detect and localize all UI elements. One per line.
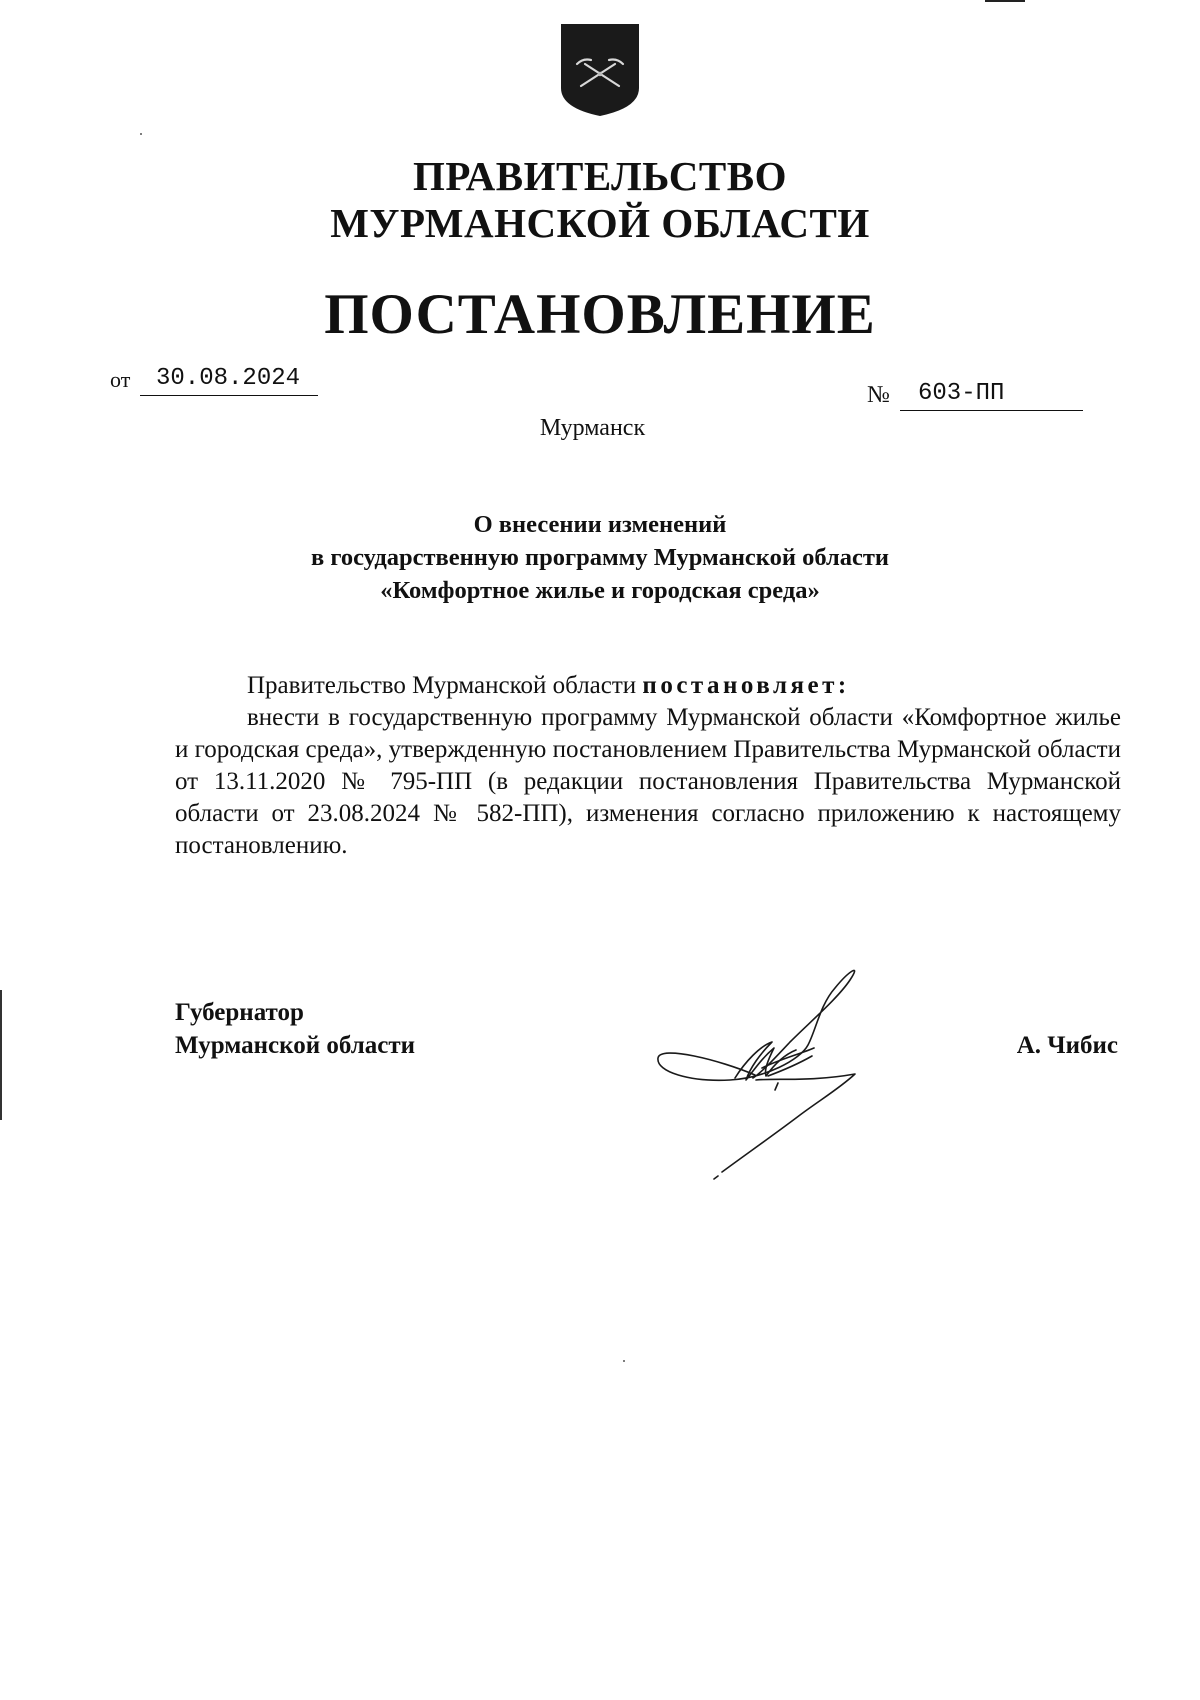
subject-line-3: «Комфортное жилье и городская среда» [380, 577, 820, 604]
handwritten-signature [650, 950, 890, 1180]
scan-speck [140, 133, 142, 135]
signatory-name: А. Чибис [1016, 1032, 1118, 1059]
scan-artifact-top [985, 0, 1025, 2]
signatory-title-line-1: Губернатор [175, 999, 304, 1026]
document-number: 603-ПП [900, 378, 1083, 411]
scan-speck [623, 1360, 625, 1362]
subject-line-2: в государственную программу Мурманской области [311, 544, 889, 571]
document-type-title: ПОСТАНОВЛЕНИЕ [324, 283, 876, 346]
coat-of-arms-icon [557, 22, 643, 118]
signatory-title-line-2: Мурманской области [175, 1032, 416, 1059]
subject-line-1: О внесении изменений [473, 511, 727, 538]
number-label: № [867, 382, 890, 408]
resolution-text: внести в государственную программу Мурманской области «Комфортное жилье и городская среда», утвержденную постановлением Правительства Мурманской области от 13.11.2020 № 795-ПП (в редакции постановления Правительства Мурманской области от 23.08.2024 № 582-ПП), изменения согласно приложению к настоящему постановлению. [175, 704, 1121, 859]
intro-text: Правительство Мурманской области [247, 672, 643, 699]
date-label: от [110, 367, 131, 392]
scan-artifact-left [0, 990, 2, 1120]
resolution-intro [175, 670, 1121, 702]
city-name: Мурманск [539, 415, 646, 441]
government-title-line-1: ПРАВИТЕЛЬСТВО [412, 153, 788, 199]
intro-resolves: постановляет: [642, 672, 850, 699]
document-date: 30.08.2024 [140, 363, 318, 396]
government-title-line-2: МУРМАНСКОЙ ОБЛАСТИ [330, 200, 870, 246]
